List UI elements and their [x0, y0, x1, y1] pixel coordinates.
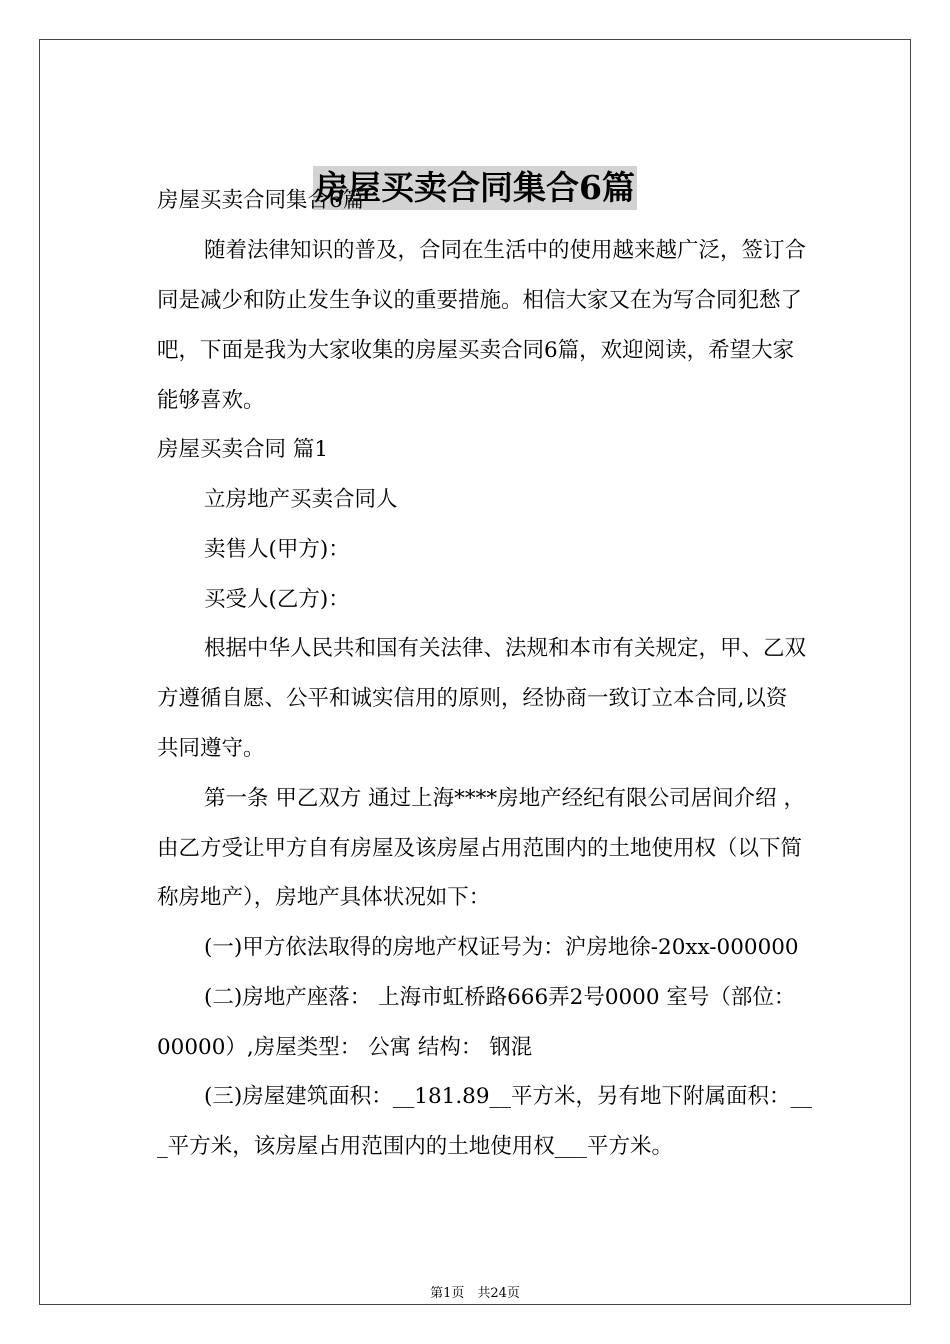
section-heading: 房屋买卖合同 篇1	[157, 437, 329, 462]
paragraph-line: 能够喜欢。	[157, 388, 265, 413]
document-title: 房屋买卖合同集合6篇	[313, 166, 637, 210]
page-number: 第1页 共24页	[430, 1286, 520, 1301]
paragraph-line: (一)甲方依法取得的房地产权证号为：沪房地徐-20xx-000000	[204, 935, 799, 960]
paragraph-line: 共同遵守。	[157, 736, 265, 761]
paragraph-line: 00000）,房屋类型： 公寓 结构： 钢混	[157, 1035, 533, 1060]
paragraph-line: 同是减少和防止发生争议的重要措施。相信大家又在为写合同犯愁了	[157, 288, 803, 313]
paragraph-line: 由乙方受让甲方自有房屋及该房屋占用范围内的土地使用权（以下简	[157, 836, 803, 861]
paragraph-line: 买受人(乙方)：	[204, 587, 350, 612]
paragraph-line: 方遵循自愿、公平和诚实信用的原则，经协商一致订立本合同,以资	[157, 686, 788, 711]
paragraph-line: 吧，下面是我为大家收集的房屋买卖合同6篇，欢迎阅读，希望大家	[157, 338, 795, 363]
paragraph-line: 随着法律知识的普及，合同在生活中的使用越来越广泛，签订合	[204, 238, 807, 263]
paragraph-line: 根据中华人民共和国有关法律、法规和本市有关规定，甲、乙双	[204, 636, 807, 661]
paragraph-line: (三)房屋建筑面积：__181.89__平方米，另有地下附属面积：__	[204, 1084, 813, 1109]
paragraph-line: 称房地产），房地产具体状况如下：	[157, 885, 491, 910]
paragraph-line: 卖售人(甲方)：	[204, 537, 350, 562]
document-page	[39, 39, 911, 1305]
subtitle-line: 房屋买卖合同集合6篇	[157, 188, 365, 213]
paragraph-line: _平方米，该房屋占用范围内的土地使用权___平方米。	[157, 1134, 674, 1159]
paragraph-line: (二)房地产座落： 上海市虹桥路666弄2号0000 室号（部位：	[204, 985, 796, 1010]
paragraph-line: 立房地产买卖合同人	[204, 487, 398, 512]
paragraph-line: 第一条 甲乙双方 通过上海****房地产经纪有限公司居间介绍 ，	[204, 786, 806, 811]
